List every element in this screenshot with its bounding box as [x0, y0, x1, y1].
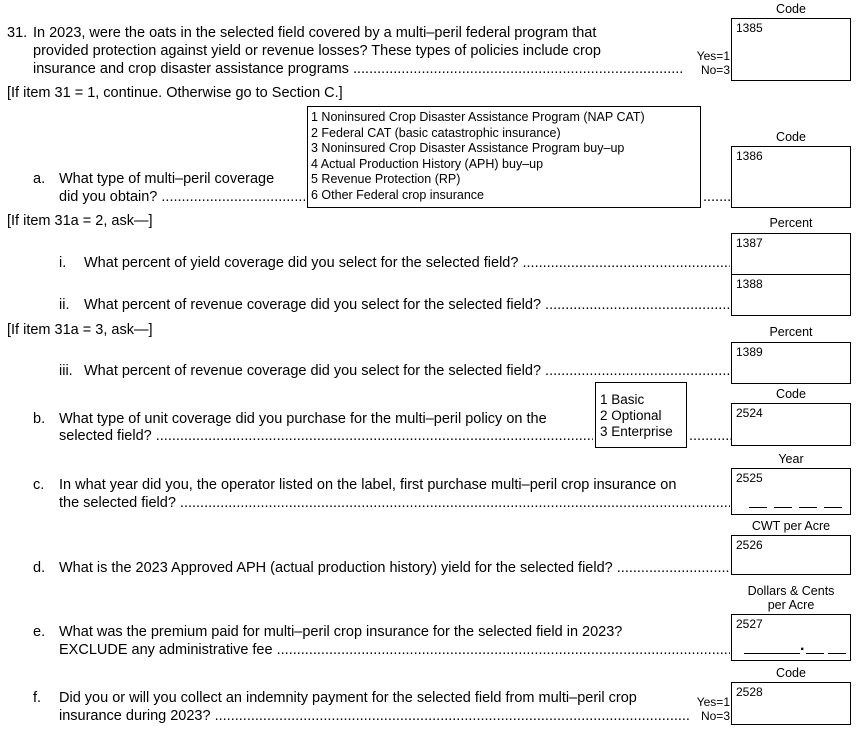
instruction-31a-2: [If item 31a = 2, ask—] [7, 213, 153, 229]
item-code: 1387 [736, 236, 763, 250]
question-31ai-text: What percent of yield coverage did you select for the selected field? ..... [84, 254, 730, 272]
question-31b-line1: What type of unit coverage did you purchase for the multi–peril policy on the [59, 411, 547, 427]
cents-blank-2 [828, 653, 846, 654]
question-31-line1: In 2023, were the oats in the selected field covered by a multi–peril federal program that [33, 25, 597, 41]
no-value: No=3 [700, 63, 730, 77]
coverage-option-1: 1 Noninsured Crop Disaster Assistance Program (NAP CAT) [311, 110, 645, 124]
question-31b-letter: b. [33, 411, 46, 427]
unit-coverage-options [595, 382, 687, 448]
question-31f-line1: Did you or will you collect an indemnity payment for the selected field from multi–peril crop [59, 690, 637, 706]
item-code: 2528 [736, 685, 763, 699]
answer-box-2525[interactable] [731, 468, 851, 515]
question-31d-text: What is the 2023 Approved APH (actual production history) yield for the selected field? ..... [59, 559, 730, 577]
leader-31a [703, 188, 731, 206]
coverage-option-2: 2 Federal CAT (basic catastrophic insurance) [311, 125, 561, 140]
answer-box-2528[interactable] [731, 682, 851, 725]
percent-label-iii: Percent [769, 325, 813, 339]
cwt-per-acre-label: CWT per Acre [751, 519, 831, 533]
unit-option-3: 3 Enterprise [600, 424, 673, 439]
question-31aiii-roman: iii. [59, 363, 73, 379]
leader-31b [689, 427, 731, 445]
answer-box-1385[interactable] [731, 18, 851, 81]
item-code: 1389 [736, 345, 763, 359]
item-code: 2526 [736, 538, 763, 552]
question-31aii-roman: ii. [59, 297, 70, 313]
item-code: 1386 [736, 149, 763, 163]
question-31ai-roman: i. [59, 255, 67, 271]
coverage-option-5: 5 Revenue Protection (RP) [311, 172, 461, 186]
yes-no-key-31f [690, 695, 730, 723]
dollars-cents-label [731, 584, 851, 612]
code-label-31b: Code [776, 387, 806, 401]
question-31e-line1: What was the premium paid for multi–peril crop insurance for the selected field in 2023? [59, 624, 623, 640]
question-31a-line1: What type of multi–peril coverage [59, 171, 275, 187]
question-31f-line2: insurance during 2023? ..... [59, 707, 689, 725]
yes-no-key-31 [690, 49, 730, 77]
answer-box-1387[interactable] [731, 233, 851, 275]
dollars-cents-label-line1: Dollars & Cents [747, 584, 835, 598]
coverage-option-6: 6 Other Federal crop insurance [311, 187, 485, 202]
code-label-31f: Code [776, 666, 806, 680]
unit-option-2: 2 Optional [600, 408, 662, 423]
answer-box-1388[interactable] [731, 274, 851, 316]
question-31e-letter: e. [33, 624, 46, 640]
item-code: 1385 [736, 21, 763, 35]
answer-box-1386[interactable] [731, 146, 851, 208]
answer-box-1389[interactable] [731, 342, 851, 384]
question-31c-letter: c. [33, 477, 45, 493]
question-31aiii-text: What percent of revenue coverage did you select for the selected field? ..... [84, 362, 730, 380]
year-digit-blank-4 [824, 507, 842, 508]
year-digit-blank-1 [749, 507, 767, 508]
yes-value: Yes=1 [696, 695, 730, 709]
coverage-type-options [307, 106, 701, 208]
year-digit-blank-2 [774, 507, 792, 508]
dollars-blank [744, 653, 800, 654]
question-31c-line2: the selected field? ..... [59, 494, 730, 512]
no-value: No=3 [700, 709, 730, 723]
question-31-line3: insurance and crop disaster assistance programs ..... [33, 60, 683, 78]
answer-box-2526[interactable] [731, 535, 851, 575]
question-31a-line2: did you obtain? ..... [59, 188, 305, 206]
question-31a-letter: a. [33, 171, 46, 187]
unit-option-1: 1 Basic [600, 392, 645, 407]
instruction-skip: [If item 31 = 1, continue. Otherwise go to Section C.] [7, 85, 343, 101]
instruction-31a-3: [If item 31a = 3, ask—] [7, 322, 153, 338]
dollars-cents-label-line2: per Acre [767, 598, 815, 612]
code-label-31a: Code [776, 130, 806, 144]
question-31aii-text: What percent of revenue coverage did you select for the selected field? ..... [84, 296, 730, 314]
item-code: 2524 [736, 406, 763, 420]
year-label: Year [778, 452, 804, 466]
question-number-31: 31. [7, 25, 28, 41]
coverage-option-3: 3 Noninsured Crop Disaster Assistance Program buy–up [311, 141, 625, 155]
question-31f-letter: f. [33, 690, 42, 706]
question-31-line2: provided protection against yield or revenue losses? These types of policies include crop [33, 43, 601, 59]
item-code: 2527 [736, 617, 763, 631]
yes-value: Yes=1 [696, 49, 730, 63]
question-31c-line1: In what year did you, the operator listed on the label, first purchase multi–peril crop insurance on [59, 477, 677, 493]
answer-box-2527[interactable] [731, 614, 851, 661]
item-code: 2525 [736, 471, 763, 485]
percent-label-i: Percent [769, 216, 813, 230]
coverage-option-4: 4 Actual Production History (APH) buy–up [311, 156, 544, 171]
question-31e-line2: EXCLUDE any administrative fee ..... [59, 641, 730, 659]
answer-box-2524[interactable] [731, 403, 851, 446]
code-label-31: Code [776, 2, 806, 16]
year-digit-blank-3 [799, 507, 817, 508]
item-code: 1388 [736, 277, 763, 291]
decimal-point: . [800, 637, 805, 654]
question-31d-letter: d. [33, 560, 46, 576]
question-31b-line2: selected field? ..... [59, 427, 593, 445]
cents-blank-1 [806, 653, 824, 654]
